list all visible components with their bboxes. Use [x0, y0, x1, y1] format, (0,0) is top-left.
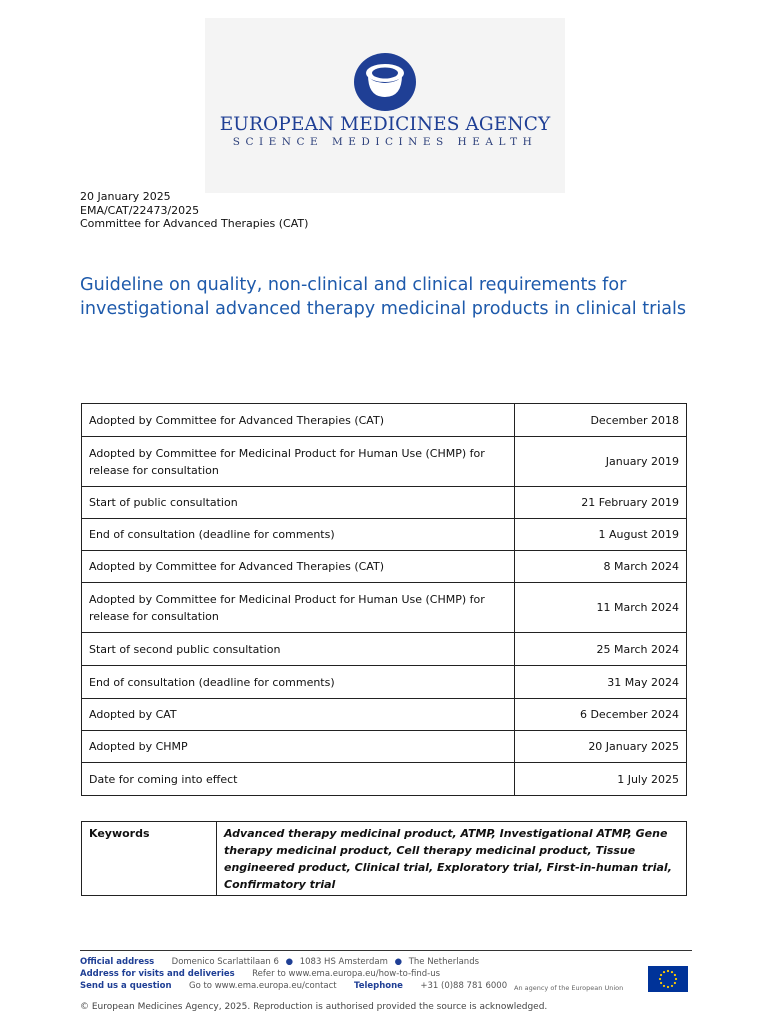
- event-cell: Adopted by Committee for Medicinal Product for Human Use (CHMP) for release for consultation: [82, 583, 515, 633]
- document-committee: Committee for Advanced Therapies (CAT): [80, 217, 309, 230]
- logo-tagline: SCIENCE MEDICINES HEALTH: [232, 136, 538, 148]
- eu-star-icon: [671, 985, 673, 987]
- footer-contact: [80, 980, 507, 992]
- telephone-number: +31 (0)88 781 6000: [420, 981, 508, 991]
- keywords-row: [82, 822, 687, 896]
- footer-official-address: [80, 956, 507, 968]
- date-cell: 11 March 2024: [515, 583, 687, 633]
- ema-logo: [205, 18, 565, 193]
- date-cell: 6 December 2024: [515, 699, 687, 731]
- ema-emblem-icon: [352, 52, 418, 112]
- table-row: [82, 583, 687, 633]
- document-title: Guideline on quality, non-clinical and clinical requirements for investigational advanced therapy medicinal products in clinical trials: [80, 275, 687, 319]
- address-city: 1083 HS Amsterdam: [299, 957, 388, 967]
- table-row: [82, 633, 687, 666]
- table-row: [82, 551, 687, 583]
- keywords-table: [81, 821, 687, 896]
- official-address-label: Official address: [80, 957, 155, 967]
- event-cell: Date for coming into effect: [82, 763, 515, 796]
- event-cell: Start of public consultation: [82, 487, 515, 519]
- date-cell: 21 February 2019: [515, 487, 687, 519]
- table-row: [82, 731, 687, 763]
- document-date: 20 January 2025: [80, 190, 171, 203]
- date-cell: 20 January 2025: [515, 731, 687, 763]
- footer-visits: [80, 968, 507, 980]
- eu-star-icon: [675, 978, 677, 980]
- bullet-icon: ●: [394, 957, 402, 967]
- visits-label: Address for visits and deliveries: [80, 969, 235, 979]
- eu-star-icon: [674, 974, 676, 976]
- event-cell: Adopted by CAT: [82, 699, 515, 731]
- table-row: [82, 404, 687, 437]
- table-row: [82, 763, 687, 796]
- eu-flag-icon: [648, 966, 688, 992]
- date-cell: 8 March 2024: [515, 551, 687, 583]
- bullet-icon: ●: [285, 957, 294, 967]
- address-country: The Netherlands: [408, 957, 480, 967]
- date-cell: 25 March 2024: [515, 633, 687, 666]
- event-cell: Adopted by Committee for Advanced Therapies (CAT): [82, 551, 515, 583]
- visits-link[interactable]: Refer to www.ema.europa.eu/how-to-find-us: [252, 969, 441, 979]
- logo-name: EUROPEAN MEDICINES AGENCY: [219, 114, 551, 135]
- footer-divider: [80, 950, 692, 951]
- table-row: [82, 487, 687, 519]
- date-cell: 1 July 2025: [515, 763, 687, 796]
- date-cell: January 2019: [515, 437, 687, 487]
- keywords-value: Advanced therapy medicinal product, ATMP, Investigational ATMP, Gene therapy medicinal product, Cell therapy medicinal product, Tissue engineered product, Clinical trial, Exploratory trial, First-in-human trial, Confirmatory trial: [217, 822, 687, 896]
- table-row: [82, 699, 687, 731]
- eu-star-icon: [660, 974, 662, 976]
- table-row: [82, 437, 687, 487]
- event-cell: Adopted by CHMP: [82, 731, 515, 763]
- eu-star-icon: [659, 978, 661, 980]
- eu-star-icon: [667, 986, 669, 988]
- document-reference: EMA/CAT/22473/2025: [80, 203, 200, 217]
- question-label: Send us a question: [80, 981, 172, 991]
- date-cell: 31 May 2024: [515, 666, 687, 699]
- eu-star-icon: [667, 970, 669, 972]
- footer: [80, 956, 507, 992]
- event-cell: Start of second public consultation: [82, 633, 515, 666]
- table-row: [82, 666, 687, 699]
- event-cell: End of consultation (deadline for comments): [82, 666, 515, 699]
- keywords-label: Keywords: [82, 822, 217, 896]
- date-cell: 1 August 2019: [515, 519, 687, 551]
- eu-star-icon: [674, 982, 676, 984]
- eu-star-icon: [660, 982, 662, 984]
- document-meta: [80, 190, 308, 231]
- telephone-label: Telephone: [354, 981, 403, 991]
- date-cell: December 2018: [515, 404, 687, 437]
- event-cell: End of consultation (deadline for comments): [82, 519, 515, 551]
- eu-star-icon: [663, 985, 665, 987]
- address-street: Domenico Scarlattilaan 6: [171, 957, 279, 967]
- event-cell: Adopted by Committee for Medicinal Product for Human Use (CHMP) for release for consultation: [82, 437, 515, 487]
- eu-star-icon: [671, 971, 673, 973]
- eu-agency-note: An agency of the European Union: [514, 984, 624, 992]
- table-row: [82, 519, 687, 551]
- copyright-notice: © European Medicines Agency, 2025. Reproduction is authorised provided the source is acknowledged.: [80, 1002, 548, 1012]
- eu-star-icon: [663, 971, 665, 973]
- event-cell: Adopted by Committee for Advanced Therapies (CAT): [82, 404, 515, 437]
- adoption-dates-table: [81, 403, 687, 796]
- contact-link[interactable]: Go to www.ema.europa.eu/contact: [188, 981, 337, 991]
